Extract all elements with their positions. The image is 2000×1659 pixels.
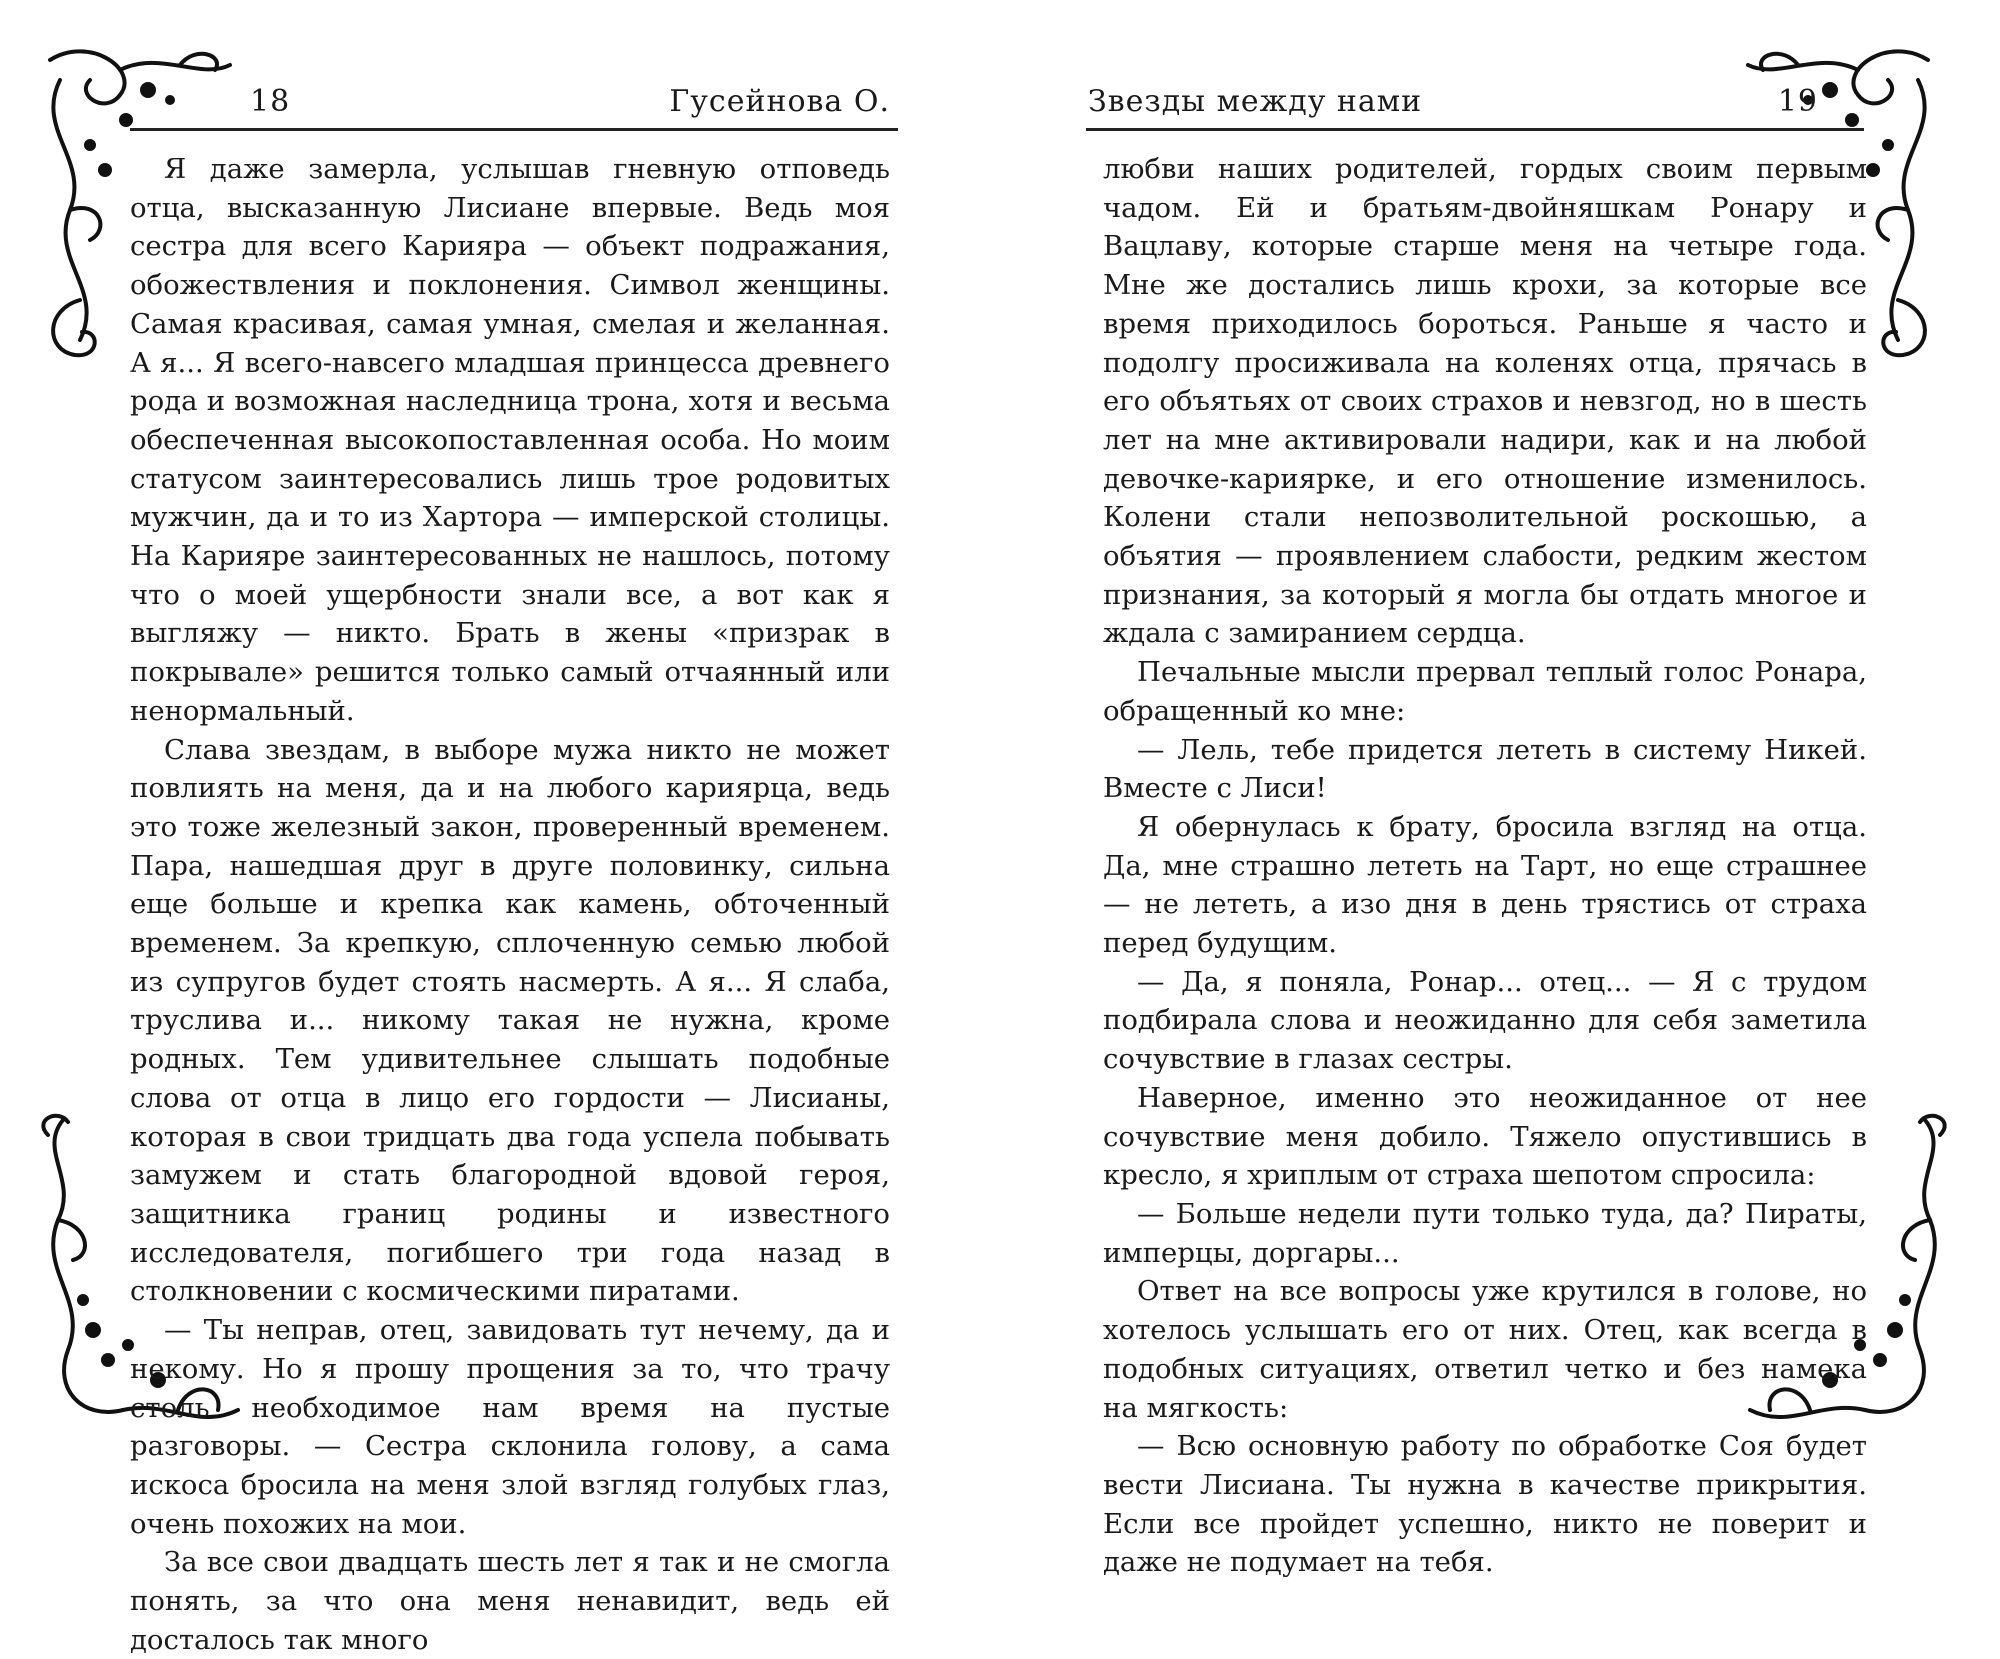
left-page-text	[130, 150, 890, 1659]
paragraph: — Ты неправ, отец, завидовать тут нечему, да и некому. Но я прошу прощения за то, что трачу столь необходимое нам время на пустые разговоры. — Сестра склонила голову, а сама искоса бросила на меня злой взгляд голубых глаз, очень похожих на мои.	[130, 1314, 890, 1540]
page-number: 18	[250, 84, 291, 119]
paragraph: — Да, я поняла, Ронар... отец... — Я с трудом подбирала слова и неожиданно для себя заметила сочувствие в глазах сестры.	[1103, 965, 1867, 1076]
running-head-left	[130, 78, 898, 131]
right-page-text	[1103, 150, 1867, 1582]
paragraph: Я обернулась к брату, бросила взгляд на отца. Да, мне страшно лететь на Тарт, но еще страшнее — не лететь, а изо дня в день трястись от страха перед будущим.	[1103, 810, 1867, 960]
paragraph: Печальные мысли прервал теплый голос Ронара, обращенный ко мне:	[1103, 656, 1867, 727]
paragraph: Ответ на все вопросы уже крутился в голове, но хотелось услышать его от них. Отец, как всегда в подобных ситуациях, ответил четко и без намека на мягкость:	[1103, 1275, 1867, 1424]
paragraph: Я даже замерла, услышав гневную отповедь отца, высказанную Лисиане впервые. Ведь моя сестра для всего Карияра — объект подражания, обожествления и поклонения. Символ женщины. Самая красивая, самая умная, смелая и желанная. А я... Я всего-навсего младшая принцесса древнего рода и возможная наследница трона, хотя и весьма обеспеченная высокопоставленная особа. Но моим статусом заинтересовались лишь трое родовитых мужчин, да и то из Хартора — имперской столицы. На Карияре заинтересованных не нашлось, потому что о моей ущербности знали все, а вот как я выгляжу — никто. Брать в жены «призрак в покрывале» решится только самый отчаянный или ненормальный.	[130, 153, 890, 727]
paragraph: — Всю основную работу по обработке Соя будет вести Лисиана. Ты нужна в качестве прикрытия. Если все пройдет успешно, никто не поверит и даже не подумает на тебя.	[1103, 1430, 1867, 1579]
running-head-right	[1086, 78, 1864, 131]
right-page	[1000, 0, 2000, 1579]
paragraph: Наверное, именно это неожиданное от нее сочувствие меня добило. Тяжело опустившись в кресло, я хриплым от страха шепотом спросила:	[1103, 1081, 1867, 1192]
left-page	[0, 0, 1000, 1656]
paragraph: — Лель, тебе придется лететь в систему Никей. Вместе с Лиси!	[1103, 733, 1867, 805]
page-number: 19	[1777, 84, 1818, 119]
paragraph: любви наших родителей, гордых своим первым чадом. Ей и братьям-двойняшкам Ронару и Вацлаву, которые старше меня на четыре года. Мне же достались лишь крохи, за которые все время приходилось бороться. Раньше я часто и подолгу просиживала на коленях отца, прячась в его объятьях от своих страхов и невзгод, но в шесть лет на мне активировали надири, как и на любой девочке-кариярке, и его отношение изменилось. Колени стали непозволительной роскошью, а объятия — проявлением слабости, редким жестом признания, за который я могла бы отдать многое и ждала с замиранием сердца.	[1103, 153, 1867, 650]
paragraph: За все свои двадцать шесть лет я так и не смогла понять, за что она меня ненавидит, ведь ей досталось так много	[130, 1546, 890, 1656]
paragraph: — Больше недели пути только туда, да? Пираты, имперцы, доргары...	[1103, 1197, 1867, 1269]
paragraph: Слава звездам, в выборе мужа никто не может повлиять на меня, да и на любого кариярца, ведь это тоже железный закон, проверенный временем. Пара, нашедшая друг в друге половинку, сильна еще больше и крепка как камень, обточенный временем. За крепкую, сплоченную семью любой из супругов будет стоять насмерть. А я... Я слаба, труслива и... никому такая не нужна, кроме родных. Тем удивительнее слышать подобные слова от отца в лицо его гордости — Лисианы, которая в свои тридцать два года успела побывать замужем и стать благородной вдовой героя, защитника границ родины и известного исследователя, погибшего три года назад в столкновении с космическими пиратами.	[130, 733, 890, 1308]
book-title: Звезды между нами	[1088, 84, 1423, 119]
author-name: Гусейнова О.	[669, 84, 890, 119]
